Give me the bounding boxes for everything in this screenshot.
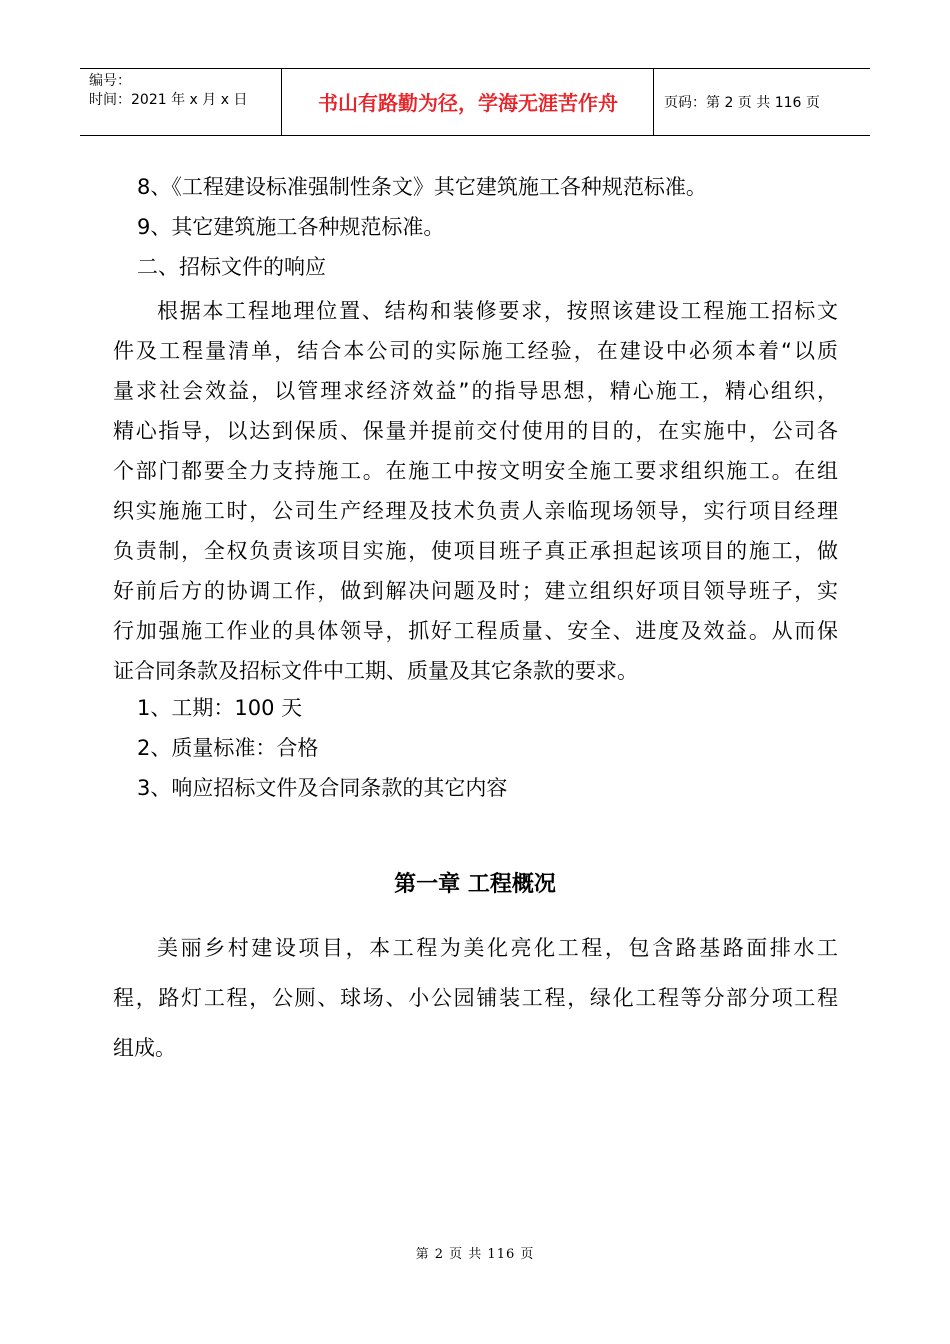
project-overview-paragraph [113,923,838,1073]
requirement-duration: 1、工期：100 天 [137,696,303,720]
paragraph-line: 证合同条款及招标文件中工期、质量及其它条款的要求。 [113,659,638,683]
paragraph-line: 精心指导，以达到保质、保量并提前交付使用的目的，在实施中，公司各 [113,419,838,443]
paragraph-line: 个部门都要全力支持施工。在施工中按文明安全施工要求组织施工。在组 [113,459,838,483]
paragraph-line: 量求社会效益，以管理求经济效益”的指导思想，精心施工，精心组织， [113,379,838,403]
requirement-quality: 2、质量标准：合格 [137,736,319,760]
document-number-label: 编号： [89,73,131,89]
requirement-other: 3、响应招标文件及合同条款的其它内容 [137,776,508,800]
header-motto: 书山有路勤为径，学海无涯苦作舟 [318,91,618,115]
standard-item-9: 9、其它建筑施工各种规范标准。 [137,215,445,239]
paragraph-line: 织实施施工时，公司生产经理及技术负责人亲临现场领导，实行项目经理 [113,499,838,523]
paragraph-line: 根据本工程地理位置、结构和装修要求，按照该建设工程施工招标文 [157,299,838,323]
paragraph-line: 负责制，全权负责该项目实施，使项目班子真正承担起该项目的施工，做 [113,539,838,563]
paragraph-line: 好前后方的协调工作，做到解决问题及时；建立组织好项目领导班子，实 [113,579,838,603]
header-page-cell [654,69,870,135]
paragraph-line: 件及工程量清单，结合本公司的实际施工经验，在建设中必须本着“以质 [113,339,838,363]
standard-item-8: 8、《工程建设标准强制性条文》其它建筑施工各种规范标准。 [137,175,707,199]
chapter-title: 第一章 工程概况 [394,872,556,897]
section-heading-bid-response: 二、招标文件的响应 [137,255,326,279]
header-motto-cell [282,69,654,135]
page-header [80,68,870,136]
bid-response-paragraph [113,291,838,691]
page-footer: 第 2 页 共 116 页 [415,1247,535,1262]
paragraph-line: 组成。 [113,1036,176,1060]
paragraph-line: 程，路灯工程，公厕、球场、小公园铺装工程，绿化工程等分部分项工程 [113,986,838,1010]
header-page-info: 页码：第 2 页 共 116 页 [664,95,820,111]
header-meta-cell [80,69,282,135]
document-date-label: 时间：2021 年 x 月 x 日 [89,92,248,108]
paragraph-line: 美丽乡村建设项目，本工程为美化亮化工程，包含路基路面排水工 [157,936,838,960]
paragraph-line: 行加强施工作业的具体领导，抓好工程质量、安全、进度及效益。从而保 [113,619,838,643]
